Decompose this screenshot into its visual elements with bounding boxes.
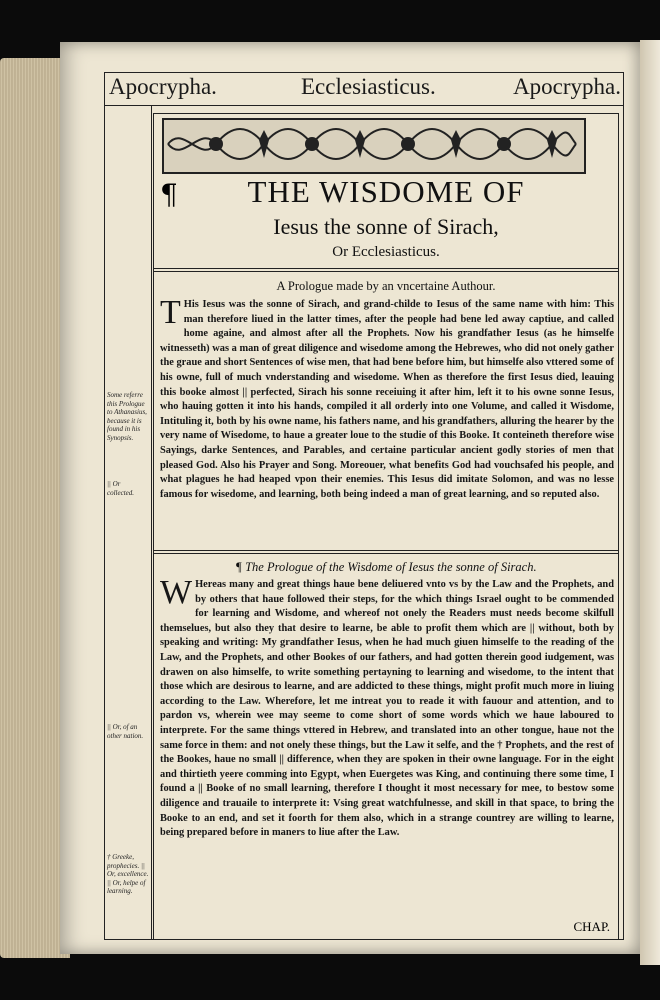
- prologue2-text: [160, 574, 614, 841]
- margin-column: [105, 105, 152, 939]
- prologue1-body: His Iesus was the sonne of Sirach, and grand-childe to Iesus of the same name with him: This man therefore liued in the latter times, after the people had bene led away captiue, and called home againe, and almost after all the Prophets. Now his grandfather Iesus (as he himselfe witnesseth) was a man of great diligence and wisedome among the Hebrewes, who did not onely gather the graue and short Sentences of wise men, that had bene before him, but himselfe also vttered some of his owne, full of much vnderstanding and wisedome. When as therefore the first Iesus died, leauing this booke almost || perfected, Sirach his sonne receiuing it after him, left it to his owne sonne Iesus, who hauing gotten it into his hands, compiled it all orderly into one Volume, and called it Wisdome, Intituling it, both by his owne name, his fathers name, and his grandfathers, alluring the hearer by the very name of Wisedome, to haue a greater loue to the studie of this Booke. It conteineth therefore wise Sayings, darke Sentences, and Parables, and certaine particular ancient godly stories of men that pleased God. Also his Prayer and Song. Moreouer, what benefits God had vouchsafed his people, and what plagues he had heaped vpon their enemies. This Iesus did imitate Solomon, and was no lesse famous for wisedome, and learning, both being indeed a man of great learning, and so reputed also.: [160, 299, 614, 500]
- drop-cap: W: [160, 574, 193, 611]
- page-frame: [104, 72, 624, 940]
- book-alt-title: Or Ecclesiasticus.: [332, 244, 440, 260]
- prologue1-heading: A Prologue made by an vncertaine Authour.: [276, 279, 496, 293]
- pilcrow-mark: ¶: [160, 178, 178, 211]
- header-right: Apocrypha.: [513, 74, 621, 99]
- margin-note: † Greeke, prophecies. || Or, excellence. || Or, helpe of learning.: [107, 853, 149, 895]
- text-column: [151, 105, 623, 939]
- book-page: [60, 42, 640, 954]
- running-header: [105, 73, 623, 106]
- drop-cap: T: [160, 294, 181, 331]
- margin-note: || Or collected.: [107, 480, 135, 497]
- margin-note: || Or, of an other nation.: [107, 723, 144, 740]
- divider: [154, 271, 618, 272]
- divider: [154, 550, 618, 551]
- prologue1-text: [160, 294, 614, 502]
- header-center: Ecclesiasticus.: [301, 74, 436, 99]
- prologue2-body: Hereas many and great things haue bene deliuered vnto vs by the Law and the Prophets, and by others that haue followed their steps, for the which things Israel ought to be commended for learning and Wisdome, and whereof not onely the Readers must needs become skilfull themselues, but also they that desire to learne, be able to profit them which are || without, both by speaking and writing: My grandfather Iesus, when he had much giuen himselfe to the reading of the Law, and the Prophets, and other Bookes of our fathers, and had gotten therein good iudgement, was drawen on also himselfe, to write something pertayning to learning and wisedome, to the intent that those which are desirous to learne, and are addicted to these things, might profit much more in liuing according to the Law. Wherefore, let me intreat you to reade it with fauour and attention, and to pardon vs, wherein wee may seeme to come short of some words which we haue laboured to interprete. For the same things vttered in Hebrew, and translated into an other tongue, haue not the same force in them: and not onely these things, but the Law it selfe, and the † Prophets, and the rest of the Bookes, haue no small || difference, when they are spoken in their owne language. For in the eight and thirtieth yeere comming into Egypt, when Euergetes was King, and continuing there some time, I found a || Booke of no small learning, therefore I thought it most necessary for mee, to bestow some diligence and trauaile to interprete it: Vsing great watchfulnesse, and skill in that space, to bring the Booke to an end, and set it foorth for them also, which in a strange countrey are willing to learne, being prepared before in maners to liue after the Law.: [160, 579, 614, 839]
- divider: [154, 268, 618, 269]
- content-box: [153, 113, 619, 940]
- divider: [154, 553, 618, 554]
- margin-note: Some referre this Prologue to Athanasius, because it is found in his Synopsis.: [107, 391, 147, 442]
- prologue2-heading: ¶ The Prologue of the Wisdome of Iesus the sonne of Sirach.: [235, 560, 537, 574]
- facing-page-edge: [640, 40, 660, 965]
- catchword: CHAP.: [573, 919, 610, 934]
- decorative-headpiece: [162, 118, 586, 174]
- book-title: THE WISDOME OF: [247, 174, 525, 209]
- book-subtitle: Iesus the sonne of Sirach,: [273, 214, 499, 239]
- header-left: Apocrypha.: [109, 74, 217, 99]
